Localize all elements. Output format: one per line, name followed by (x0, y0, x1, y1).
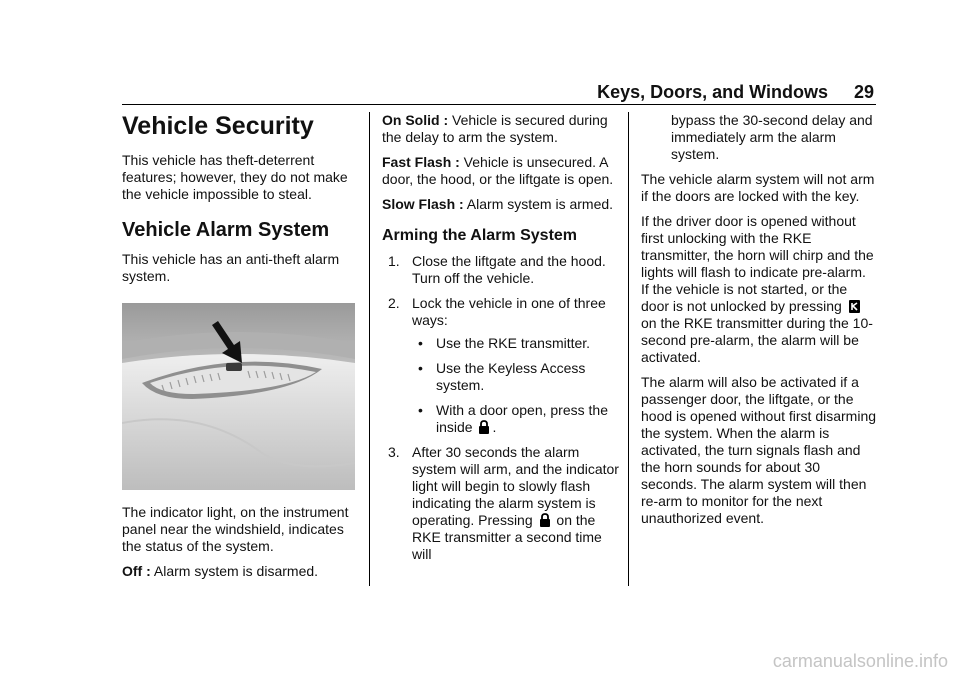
status-off (122, 563, 358, 580)
status-fast-flash-desc: Vehicle is unsecured. A door, the hood, or the liftgate is open. (382, 154, 614, 187)
step-item (382, 444, 620, 563)
column-3 (641, 112, 877, 535)
step-number: 2. (388, 295, 400, 311)
paragraph-text-cont: on the RKE transmitter during the 10-second pre-alarm, the alarm will be activated. (641, 315, 873, 365)
lock-icon (478, 420, 490, 435)
step-text-cont: on the RKE transmitter a second time will (412, 512, 602, 562)
intro-paragraph: This vehicle has theft-deterrent features; however, they do not make the vehicle impossible to steal. (122, 152, 348, 202)
page-number: 29 (853, 82, 874, 102)
status-slow-flash-term: Slow Flash : (382, 196, 464, 212)
status-on-solid-desc: Vehicle is secured during the delay to arm the system. (382, 112, 608, 145)
step-text: Lock the vehicle in one of three ways: (412, 295, 606, 328)
bullet: • (418, 360, 423, 376)
lock-methods (412, 335, 620, 436)
status-on-solid (382, 112, 620, 146)
section-heading: Vehicle Alarm System (122, 219, 330, 241)
paragraph (641, 213, 877, 366)
list-item-text-end: . (492, 419, 497, 435)
status-fast-flash (382, 154, 620, 188)
status-off-desc: Alarm system is disarmed. (150, 563, 319, 579)
status-slow-flash-desc: Alarm system is armed. (463, 196, 614, 212)
arming-heading: Arming the Alarm System (382, 227, 578, 244)
column-divider-2 (628, 112, 629, 586)
section-title: Keys, Doors, and Windows (597, 82, 828, 102)
column-2 (382, 112, 620, 571)
status-fast-flash-term: Fast Flash : (382, 154, 460, 170)
unlock-icon (848, 299, 861, 314)
bullet: • (418, 402, 423, 418)
step-number: 1. (388, 253, 400, 269)
watermark: carmanualsonline.info (772, 651, 948, 671)
bullet: • (418, 335, 423, 351)
list-item-text: With a door open, press the inside (436, 402, 608, 435)
instrument-panel-illustration (122, 303, 355, 490)
column-divider-1 (369, 112, 370, 586)
paragraph: The vehicle alarm system will not arm if the doors are locked with the key. (641, 171, 875, 204)
page-header (597, 82, 874, 103)
list-item-text: Use the Keyless Access system. (436, 360, 586, 393)
step-number: 3. (388, 444, 400, 460)
list-item (412, 402, 620, 436)
paragraph-text: If the driver door is opened without first unlocking with the RKE transmitter, the horn will chirp and the lights will flash to indicate pre-alarm. If the vehicle is not started, or the door is not unlocked by pressing (641, 213, 874, 314)
list-item (412, 360, 620, 394)
header-rule (122, 104, 876, 105)
status-on-solid-term: On Solid : (382, 112, 449, 128)
step-text: Close the liftgate and the hood. Turn off the vehicle. (412, 253, 606, 286)
status-slow-flash (382, 196, 620, 213)
list-item-text: Use the RKE transmitter. (436, 335, 591, 351)
step-3-continued: bypass the 30-second delay and immediately arm the alarm system. (671, 112, 873, 162)
lock-icon (539, 513, 551, 528)
section-intro: This vehicle has an anti-theft alarm system. (122, 251, 340, 284)
step-item (382, 295, 620, 436)
step-item (382, 253, 620, 287)
column-1 (122, 106, 358, 588)
arming-steps (382, 253, 620, 563)
figure-caption: The indicator light, on the instrument panel near the windshield, indicates the status of the system. (122, 504, 349, 554)
status-off-term: Off : (122, 563, 151, 579)
page-title: Vehicle Security (122, 112, 314, 140)
paragraph: The alarm will also be activated if a passenger door, the liftgate, or the hood is opened without first disarming the system. When the alarm is activated, the turn signals flash and the horn sounds for about 30 seconds. The alarm system will then re-arm to monitor for the next unauthorized event. (641, 374, 877, 526)
list-item (412, 335, 620, 352)
indicator-light-figure (122, 303, 355, 490)
step-text: After 30 seconds the alarm system will arm, and the indicator light will begin to slowly flash indicating the alarm system is operating. Pressing (412, 444, 619, 528)
